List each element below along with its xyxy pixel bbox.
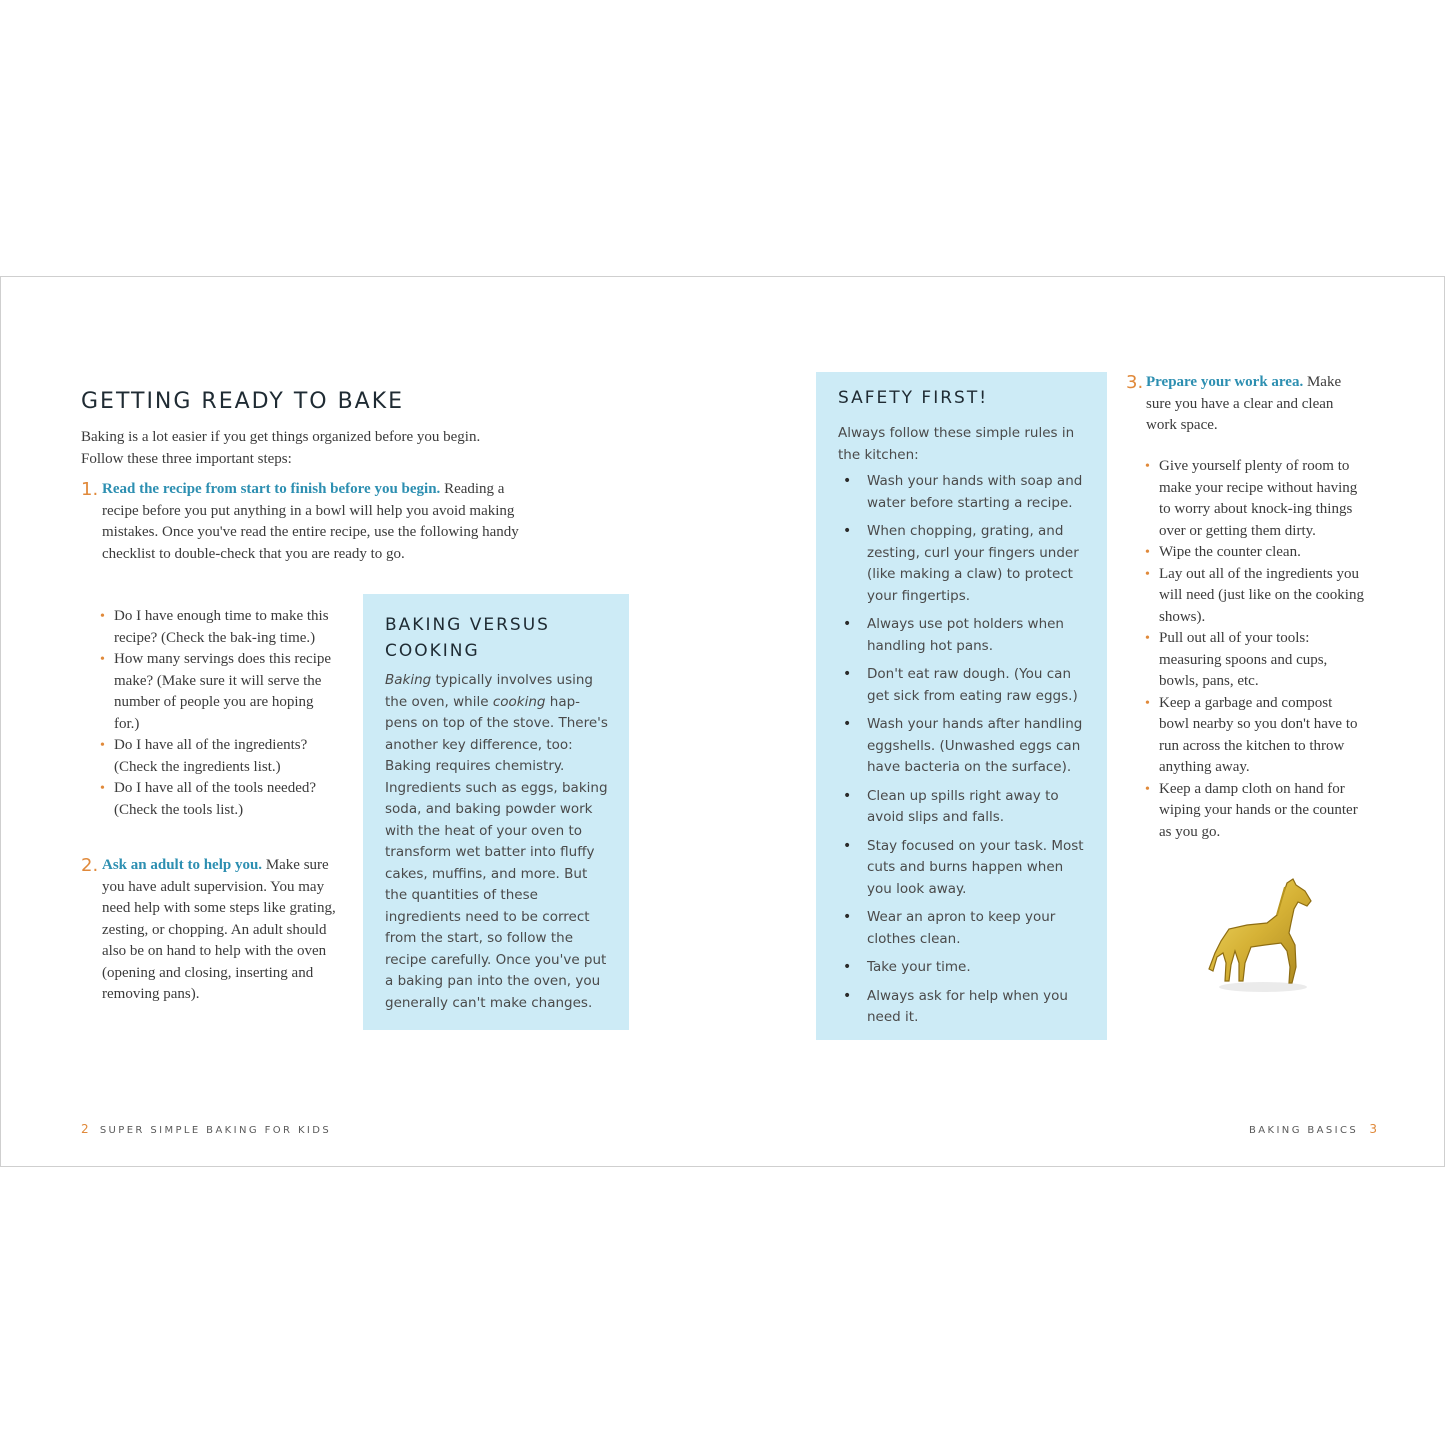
step-3-lead: Prepare your work area.: [1146, 374, 1304, 390]
safety-rule: • Take your time.: [838, 957, 1088, 979]
sidebar-title-line: BAKING VERSUS: [385, 615, 550, 635]
work-area-item: • Wipe the counter clean.: [1145, 542, 1365, 564]
safety-rule: • Wear an apron to keep your clothes clean.: [838, 907, 1088, 950]
checklist: [100, 606, 336, 821]
safety-rule: • Wash your hands after handling eggshells. (Unwashed eggs can have bacteria on the surface).: [838, 714, 1088, 779]
safety-rule: • Always use pot holders when handling hot pans.: [838, 614, 1088, 657]
safety-title: SAFETY FIRST!: [838, 388, 989, 408]
sidebar-text-part: typically involves using the oven, while: [385, 672, 593, 710]
step-3-text: Make sure you have a clear and clean work space.: [1146, 374, 1342, 433]
checklist-item: • Do I have all of the tools needed? (Check the tools list.): [100, 778, 336, 821]
safety-rule: • Always ask for help when you need it.: [838, 986, 1088, 1029]
step-2: [81, 855, 343, 1006]
right-footer-label: BAKING BASICS: [1249, 1125, 1359, 1136]
step-2-number: 2.: [81, 855, 99, 876]
safety-first-box: [816, 372, 1107, 1040]
step-3: [1126, 372, 1366, 437]
page-title: GETTING READY TO BAKE: [81, 389, 405, 414]
safety-rule: • When chopping, grating, and zesting, curl your fingers under (like making a claw) to protect your fingertips.: [838, 521, 1088, 607]
safety-intro: Always follow these simple rules in the kitchen:: [838, 425, 1075, 463]
left-footer: [81, 1122, 331, 1136]
book-spread: [0, 276, 1445, 1167]
safety-rule: • Wash your hands with soap and water before starting a recipe.: [838, 471, 1088, 514]
work-area-item: • Keep a garbage and compost bowl nearby so you don't have to run across the kitchen to throw anything away.: [1145, 693, 1365, 779]
sidebar-title: [385, 612, 550, 664]
safety-rule: • Clean up spills right away to avoid slips and falls.: [838, 786, 1088, 829]
left-page-number: 2: [81, 1122, 89, 1136]
step-1-text: Reading a recipe before you put anything in a bowl will help you avoid making mistakes. Once you've read the entire recipe, use the following handy checklist to double-check that you are ready to go.: [102, 481, 519, 562]
work-area-item: • Keep a damp cloth on hand for wiping your hands or the counter as you go.: [1145, 779, 1365, 844]
sidebar-em: Baking: [385, 672, 432, 688]
gold-horse-figurine-icon: [1201, 875, 1325, 997]
work-area-item: • Give yourself plenty of room to make your recipe without having to worry about knock-ing things over or getting them dirty.: [1145, 456, 1365, 542]
step-1-lead: Read the recipe from start to finish before you begin.: [102, 481, 441, 497]
sidebar-text-part: hap-pens on top of the stove. There's another key difference, too: Baking requires chemistry. Ingredients such as eggs, baking soda, and baking powder work with the heat of your oven to transform wet batter into fluffy cakes, muffins, and more. But the quantities of these ingredients need to be correct from the start, so follow the recipe carefully. Once you've put a baking pan into the oven, you generally can't make changes.: [385, 693, 608, 1011]
work-area-item: • Pull out all of your tools: measuring spoons and cups, bowls, pans, etc.: [1145, 628, 1365, 693]
safety-rule: • Stay focused on your task. Most cuts and burns happen when you look away.: [838, 836, 1088, 901]
left-footer-label: SUPER SIMPLE BAKING FOR KIDS: [99, 1125, 332, 1136]
checklist-item: • How many servings does this recipe make? (Make sure it will serve the number of people you are hoping for.): [100, 649, 336, 735]
right-footer: [1249, 1122, 1377, 1136]
work-area-item: • Lay out all of the ingredients you will need (just like on the cooking shows).: [1145, 564, 1365, 629]
step-1-number: 1.: [81, 479, 99, 500]
sidebar-text: [385, 670, 611, 1014]
safety-rule: • Don't eat raw dough. (You can get sick from eating raw eggs.): [838, 664, 1088, 707]
checklist-item: • Do I have enough time to make this recipe? (Check the bak-ing time.): [100, 606, 336, 649]
sidebar-em: cooking: [492, 693, 546, 710]
baking-vs-cooking-box: [363, 594, 629, 1030]
safety-rules: [838, 471, 1088, 1036]
step-2-text: Make sure you have adult supervision. You may need help with some steps like grating, zesting, or chopping. An adult should also be on hand to help with the oven (opening and closing, inserting and removing pans).: [102, 857, 336, 1002]
intro-text: Baking is a lot easier if you get things organized before you begin. Follow these three important steps:: [81, 429, 481, 467]
work-area-list: [1145, 456, 1365, 843]
checklist-item: • Do I have all of the ingredients? (Check the ingredients list.): [100, 735, 336, 778]
right-page-number: 3: [1369, 1122, 1377, 1136]
step-1: [81, 479, 521, 565]
step-2-lead: Ask an adult to help you.: [102, 857, 263, 873]
sidebar-title-line: COOKING: [385, 641, 480, 661]
step-3-number: 3.: [1126, 372, 1144, 393]
